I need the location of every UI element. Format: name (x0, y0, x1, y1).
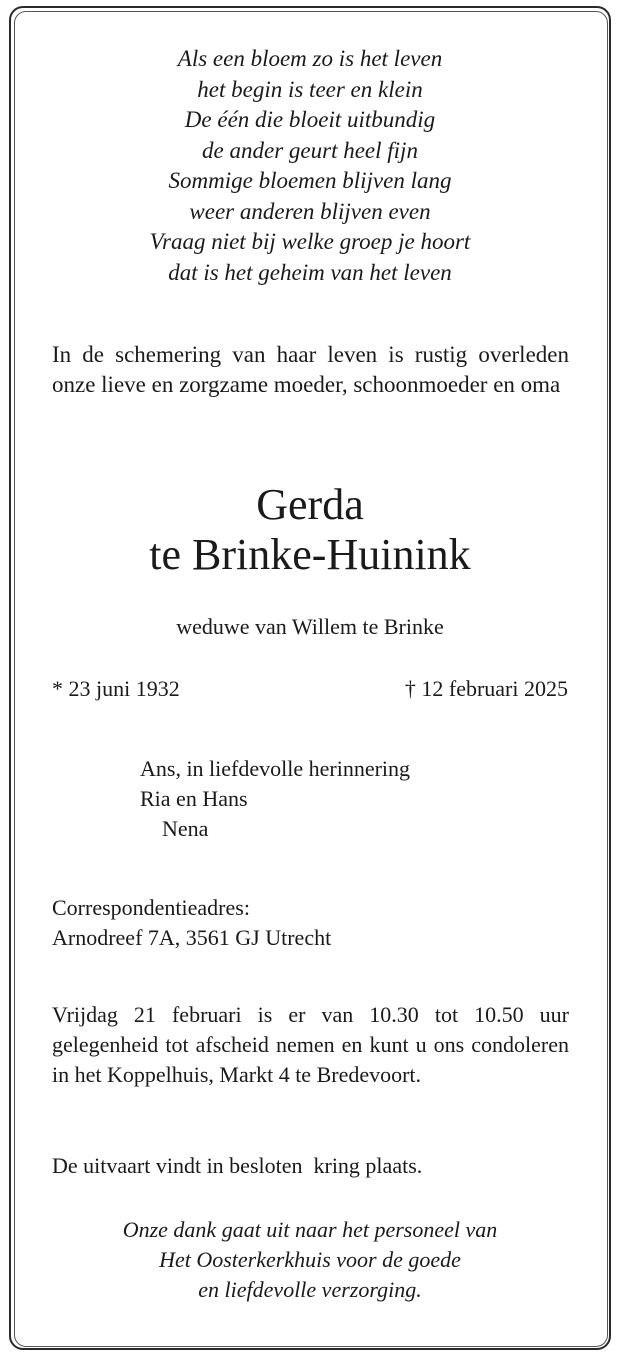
deceased-name (0, 480, 620, 580)
family-member: Nena (162, 816, 209, 841)
thanks-line: en liefdevolle verzorging. (198, 1277, 422, 1302)
intro-text: In de schemering van haar leven is rustig overleden onze lieve en zorgzame moeder, schoonmoeder en oma (52, 342, 569, 397)
poem (0, 44, 620, 288)
poem-line: Sommige bloemen blijven lang (168, 168, 452, 193)
thanks-line: Onze dank gaat uit naar het personeel van (122, 1217, 498, 1242)
thanks-line: Het Oosterkerkhuis voor de goede (159, 1247, 461, 1272)
farewell-paragraph: Vrijdag 21 februari is er van 10.30 tot 10.50 uur gelegenheid tot afscheid nemen en kunt u ons condoleren in het Koppelhuis, Markt 4 te Bredevoort. (52, 1002, 569, 1087)
poem-line: De één die bloeit uitbundig (184, 107, 436, 132)
poem-line: dat is het geheim van het leven (168, 259, 452, 285)
widow-line: weduwe van Willem te Brinke (176, 614, 444, 639)
correspondence-address (52, 893, 331, 953)
poem-line: weer anderen blijven even (189, 198, 431, 224)
family-member: Ria en Hans (140, 786, 248, 811)
poem-line: de ander geurt heel fijn (202, 137, 418, 163)
family-member: Ans, in liefdevolle herinnering (140, 756, 411, 781)
poem-line: Als een bloem zo is het leven (177, 46, 443, 71)
full-name: te Brinke-Huinink (149, 530, 471, 579)
poem-line: Vraag niet bij welke groep je hoort (149, 229, 471, 254)
address-line: Arnodreef 7A, 3561 GJ Utrecht (52, 925, 332, 950)
thanks-text (0, 1215, 620, 1305)
birth-date: * 23 juni 1932 (52, 676, 180, 701)
poem-line: het begin is teer en klein (197, 76, 423, 102)
death-date: † 12 februari 2025 (404, 676, 568, 701)
first-name: Gerda (256, 480, 364, 529)
family-list (140, 754, 410, 844)
address-label: Correspondentieadres: (52, 895, 250, 920)
funeral-note: De uitvaart vindt in besloten kring plaats. (52, 1153, 423, 1178)
